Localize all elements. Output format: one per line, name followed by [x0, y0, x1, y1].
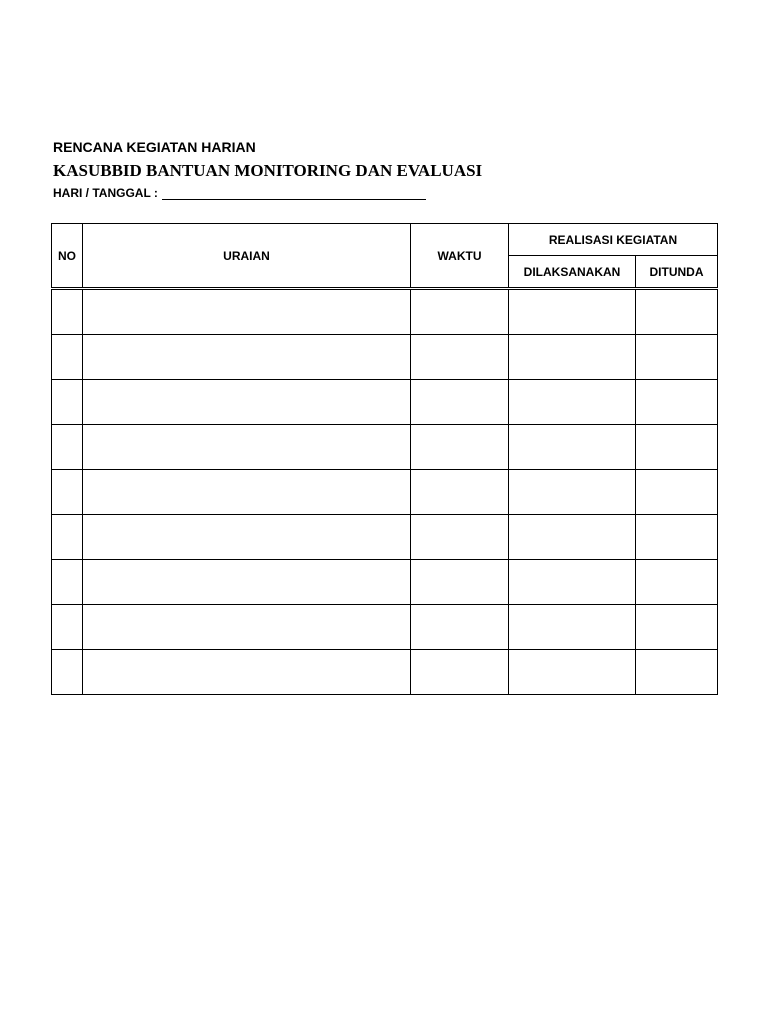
cell-dilaksanakan[interactable]	[509, 560, 636, 605]
cell-waktu[interactable]	[411, 289, 509, 335]
date-label: HARI / TANGGAL :	[53, 186, 158, 200]
cell-uraian[interactable]	[83, 380, 411, 425]
cell-waktu[interactable]	[411, 380, 509, 425]
cell-dilaksanakan[interactable]	[509, 515, 636, 560]
cell-ditunda[interactable]	[636, 515, 718, 560]
cell-uraian[interactable]	[83, 425, 411, 470]
cell-no[interactable]	[52, 335, 83, 380]
cell-dilaksanakan[interactable]	[509, 380, 636, 425]
header-waktu: WAKTU	[411, 224, 509, 289]
cell-no[interactable]	[52, 380, 83, 425]
cell-dilaksanakan[interactable]	[509, 470, 636, 515]
cell-uraian[interactable]	[83, 335, 411, 380]
cell-no[interactable]	[52, 560, 83, 605]
cell-waktu[interactable]	[411, 650, 509, 695]
cell-no[interactable]	[52, 605, 83, 650]
cell-dilaksanakan[interactable]	[509, 605, 636, 650]
cell-uraian[interactable]	[83, 289, 411, 335]
cell-waktu[interactable]	[411, 560, 509, 605]
table-row	[52, 515, 718, 560]
cell-uraian[interactable]	[83, 605, 411, 650]
cell-waktu[interactable]	[411, 470, 509, 515]
cell-uraian[interactable]	[83, 470, 411, 515]
cell-no[interactable]	[52, 470, 83, 515]
cell-uraian[interactable]	[83, 560, 411, 605]
cell-waktu[interactable]	[411, 425, 509, 470]
table-row	[52, 289, 718, 335]
cell-ditunda[interactable]	[636, 335, 718, 380]
table-row	[52, 470, 718, 515]
table-row	[52, 560, 718, 605]
cell-ditunda[interactable]	[636, 289, 718, 335]
cell-uraian[interactable]	[83, 650, 411, 695]
cell-no[interactable]	[52, 650, 83, 695]
table-row	[52, 335, 718, 380]
table-row	[52, 380, 718, 425]
cell-no[interactable]	[52, 289, 83, 335]
header-dilaksanakan: DILAKSANAKAN	[509, 256, 636, 289]
table-row	[52, 650, 718, 695]
header-uraian: URAIAN	[83, 224, 411, 289]
cell-dilaksanakan[interactable]	[509, 335, 636, 380]
cell-ditunda[interactable]	[636, 605, 718, 650]
cell-ditunda[interactable]	[636, 560, 718, 605]
date-line	[53, 186, 426, 200]
cell-uraian[interactable]	[83, 515, 411, 560]
cell-dilaksanakan[interactable]	[509, 650, 636, 695]
table-row	[52, 425, 718, 470]
document-title: RENCANA KEGIATAN HARIAN	[53, 139, 256, 155]
cell-dilaksanakan[interactable]	[509, 425, 636, 470]
cell-ditunda[interactable]	[636, 470, 718, 515]
cell-ditunda[interactable]	[636, 380, 718, 425]
cell-ditunda[interactable]	[636, 425, 718, 470]
header-ditunda: DITUNDA	[636, 256, 718, 289]
table-row	[52, 605, 718, 650]
cell-waktu[interactable]	[411, 605, 509, 650]
cell-waktu[interactable]	[411, 335, 509, 380]
header-realisasi-kegiatan: REALISASI KEGIATAN	[509, 224, 718, 256]
cell-no[interactable]	[52, 515, 83, 560]
activity-plan-table	[51, 223, 718, 695]
cell-waktu[interactable]	[411, 515, 509, 560]
cell-dilaksanakan[interactable]	[509, 289, 636, 335]
header-no: NO	[52, 224, 83, 289]
cell-no[interactable]	[52, 425, 83, 470]
document-subtitle: KASUBBID BANTUAN MONITORING DAN EVALUASI	[53, 161, 483, 180]
date-blank-line[interactable]	[162, 187, 426, 200]
cell-ditunda[interactable]	[636, 650, 718, 695]
